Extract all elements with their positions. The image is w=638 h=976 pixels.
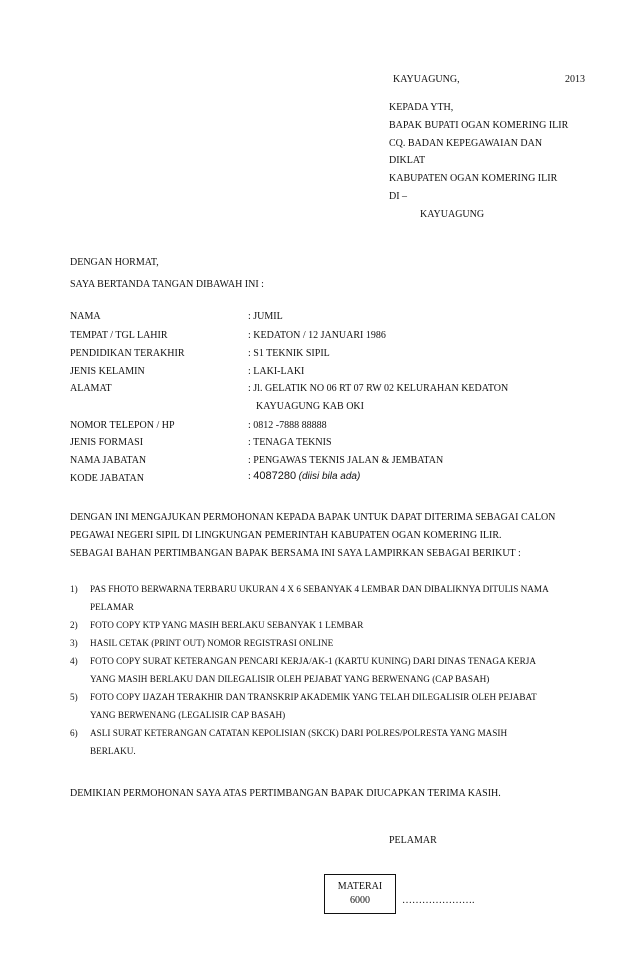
address-line-6: DI –: [389, 191, 408, 202]
kode-colon: :: [248, 471, 254, 482]
list-item-6-line-1: ASLI SURAT KETERANGAN CATATAN KEPOLISIAN (SKCK) DARI POLRES/POLRESTA YANG MASIH: [90, 728, 508, 738]
closing: DEMIKIAN PERMOHONAN SAYA ATAS PERTIMBANGAN BAPAK DIUCAPKAN TERIMA KASIH.: [70, 788, 501, 799]
address-line-2: BAPAK BUPATI OGAN KOMERING ILIR: [389, 120, 569, 131]
address-line-3: CQ. BADAN KEPEGAWAIAN DAN: [389, 138, 543, 149]
field-value-alamat-2: KAYUAGUNG KAB OKI: [256, 401, 364, 412]
field-label-ttl: TEMPAT / TGL LAHIR: [70, 330, 168, 341]
list-item-4-line-1: FOTO COPY SURAT KETERANGAN PENCARI KERJA/AK-1 (KARTU KUNING) DARI DINAS TENAGA KERJA: [90, 656, 536, 666]
body-line-2: PEGAWAI NEGERI SIPIL DI LINGKUNGAN PEMERINTAH KABUPATEN OGAN KOMERING ILIR.: [70, 530, 502, 541]
field-label-formasi: JENIS FORMASI: [70, 437, 144, 448]
year: 2013: [565, 74, 585, 85]
field-value-ttl: : KEDATON / 12 JANUARI 1986: [248, 330, 386, 341]
address-line-5: KABUPATEN OGAN KOMERING ILIR: [389, 173, 558, 184]
materai-line-2: 6000: [350, 895, 370, 906]
field-label-jabatan: NAMA JABATAN: [70, 455, 147, 466]
field-value-nama: : JUMIL: [248, 311, 283, 322]
field-value-telepon: : 0812 -7888 88888: [248, 420, 327, 431]
greeting: DENGAN HORMAT,: [70, 257, 159, 268]
signature-label: PELAMAR: [389, 835, 437, 846]
city: KAYUAGUNG,: [393, 74, 460, 85]
kode-note: (diisi bila ada): [298, 471, 361, 482]
list-num-4: 4): [70, 656, 78, 666]
list-item-1-line-1: PAS FHOTO BERWARNA TERBARU UKURAN 4 X 6 SEBANYAK 4 LEMBAR DAN DIBALIKNYA DITULIS NAMA: [90, 584, 549, 594]
intro: SAYA BERTANDA TANGAN DIBAWAH INI :: [70, 279, 264, 290]
list-item-1-line-2: PELAMAR: [90, 602, 134, 612]
list-num-2: 2): [70, 620, 78, 630]
list-item-5-line-1: FOTO COPY IJAZAH TERAKHIR DAN TRANSKRIP AKADEMIK YANG TELAH DILEGALISIR OLEH PEJABAT: [90, 692, 537, 702]
field-value-kelamin: : LAKI-LAKI: [248, 366, 305, 377]
field-value-pendidikan: : S1 TEKNIK SIPIL: [248, 348, 330, 359]
list-item-6-line-2: BERLAKU.: [90, 746, 136, 756]
field-value-formasi: : TENAGA TEKNIS: [248, 437, 332, 448]
body-line-3: SEBAGAI BAHAN PERTIMBANGAN BAPAK BERSAMA INI SAYA LAMPIRKAN SEBAGAI BERIKUT :: [70, 548, 521, 559]
address-line-4: DIKLAT: [389, 155, 426, 166]
kode-number: 4087280: [253, 470, 297, 482]
list-item-5-line-2: YANG BERWENANG (LEGALISIR CAP BASAH): [90, 710, 286, 720]
signature-dots: ………………….: [402, 895, 475, 906]
address-line-1: KEPADA YTH,: [389, 102, 454, 113]
field-label-alamat: ALAMAT: [70, 383, 112, 394]
field-label-telepon: NOMOR TELEPON / HP: [70, 420, 175, 431]
list-item-4-line-2: YANG MASIH BERLAKU DAN DILEGALISIR OLEH PEJABAT YANG BERWENANG (CAP BASAH): [90, 674, 490, 684]
list-item-2-line-1: FOTO COPY KTP YANG MASIH BERLAKU SEBANYAK 1 LEMBAR: [90, 620, 364, 630]
field-value-jabatan: : PENGAWAS TEKNIS JALAN & JEMBATAN: [248, 455, 444, 466]
field-label-pendidikan: PENDIDIKAN TERAKHIR: [70, 348, 185, 359]
body-line-1: DENGAN INI MENGAJUKAN PERMOHONAN KEPADA BAPAK UNTUK DAPAT DITERIMA SEBAGAI CALON: [70, 512, 556, 523]
list-num-1: 1): [70, 584, 78, 594]
address-line-7: KAYUAGUNG: [420, 209, 485, 220]
list-num-5: 5): [70, 692, 78, 702]
field-label-kelamin: JENIS KELAMIN: [70, 366, 145, 377]
field-value-alamat: : Jl. GELATIK NO 06 RT 07 RW 02 KELURAHAN KEDATON: [248, 383, 509, 394]
list-num-6: 6): [70, 728, 78, 738]
field-label-kode: KODE JABATAN: [70, 473, 144, 484]
field-value-kode: [248, 470, 360, 482]
materai-line-1: MATERAI: [337, 881, 383, 892]
materai-stamp-box: [324, 874, 396, 914]
list-num-3: 3): [70, 638, 78, 648]
list-item-3-line-1: HASIL CETAK (PRINT OUT) NOMOR REGISTRASI ONLINE: [90, 638, 334, 648]
field-label-nama: NAMA: [70, 311, 101, 322]
